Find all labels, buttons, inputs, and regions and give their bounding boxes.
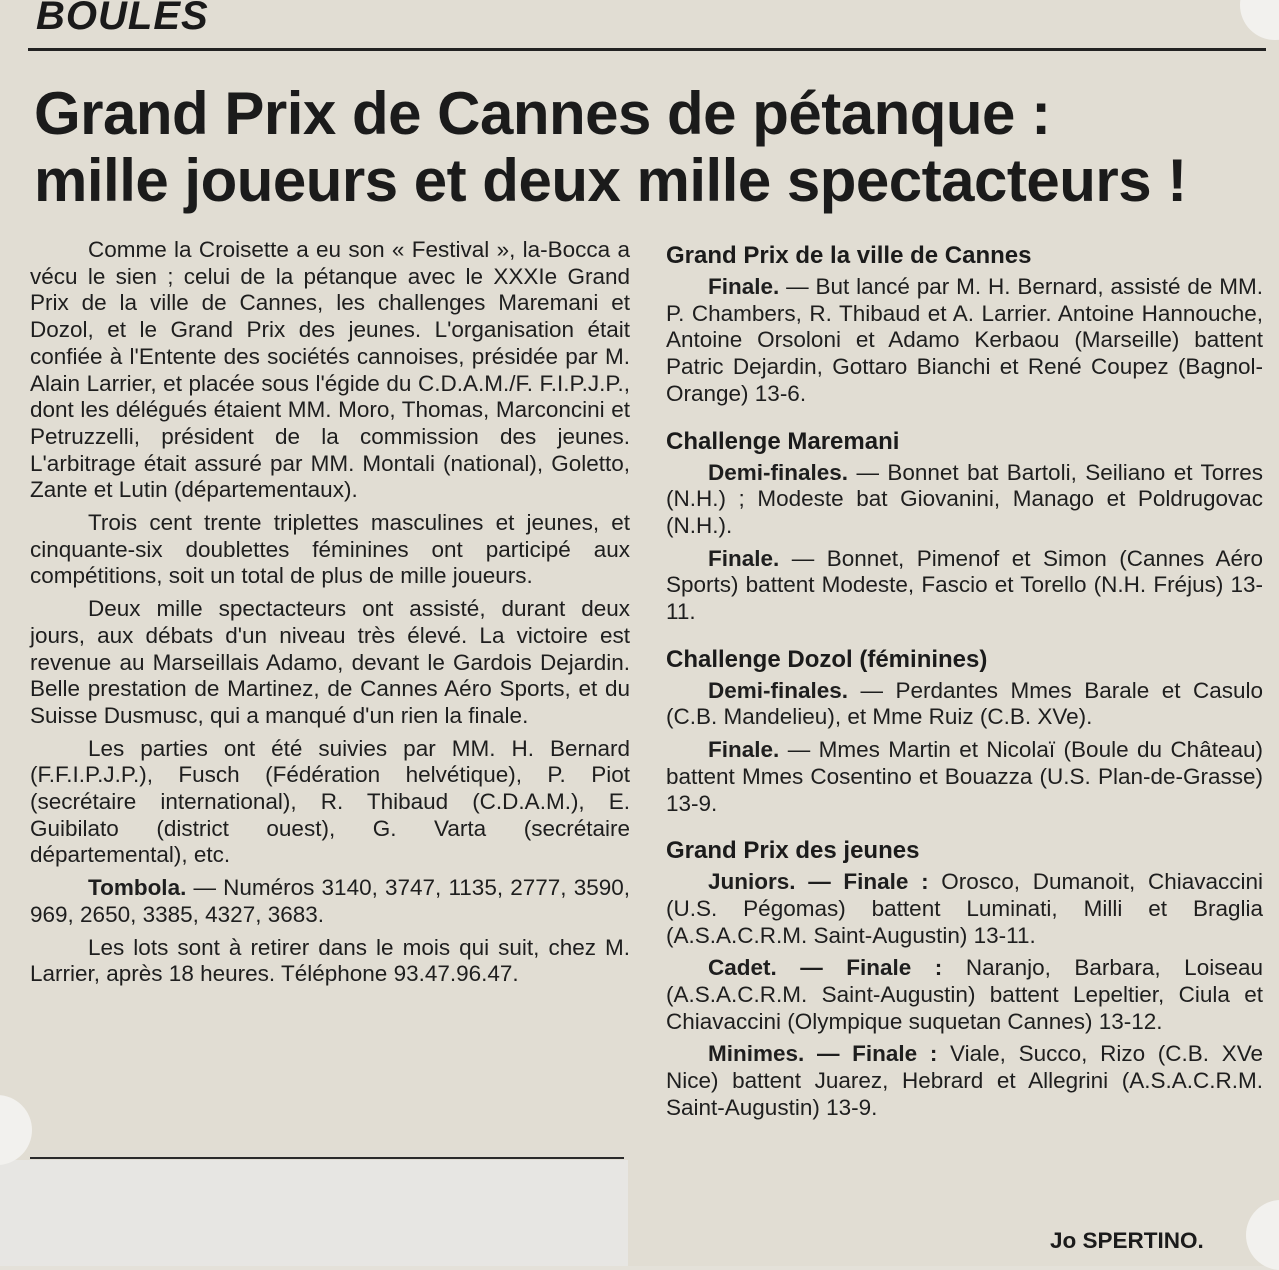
result-text: Naranjo, Barbara, Loiseau (A.S.A.C.R.M. Saint-Augustin) battent Lepeltier, Ciula et Chiavaccini (Olympique suquetan Cannes) 13-12. [666,955,1263,1034]
section-title-maremani: Challenge Maremani [666,427,900,455]
paragraph-spectators: Deux mille spectacteurs ont assisté, durant deux jours, aux débats d'un niveau très élevé. La victoire est revenue au Marseillais Adamo, devant le Gardois Dejardin. Belle prestation de Martinez, de Cannes Aéro Sports, et du Suisse Dusmusc, qui a manqué d'un rien la finale. [30,596,630,728]
spacer [666,626,1263,644]
result-text: — Bonnet, Pimenof et Simon (Cannes Aéro Sports) battent Modeste, Fascio et Torello (N.H. Fréjus) 13-11. [666,545,1263,625]
result-maremani-final [666,546,1263,626]
paragraph-participants: Trois cent trente triplettes masculines et jeunes, et cinquante-six doublettes féminines ont participé aux compétitions, soit un total de plus de mille joueurs. [30,510,630,589]
punch-hole [1240,0,1279,40]
result-text: Orosco, Dumanoit, Chiavaccini (U.S. Pégomas) battent Luminati, Milli et Braglia (A.S.A.C.R.M. Saint-Augustin) 13-11. [666,869,1263,948]
result-maremani-semis [666,460,1263,540]
result-lead: Juniors. — Finale : [708,869,929,895]
result-dozol-final [666,737,1263,817]
result-dozol-semis [666,678,1263,731]
result-text: Viale, Succo, Rizo (C.B. XVe Nice) battent Juarez, Hebrard et Allegrini (A.S.A.C.R.M. Saint-Augustin) 13-9. [666,1041,1263,1120]
paragraph-intro: Comme la Croisette a eu son « Festival », la-Bocca a vécu le sien ; celui de la pétanque avec le XXXIe Grand Prix de la ville de Cannes, les challenges Maremani et Dozol, et le Grand Prix des jeunes. L'organisation était confiée à l'Entente des sociétés cannoises, présidée par M. Alain Larrier, et placée sous l'égide du C.D.A.M./F. F.I.P.J.P., dont les délégués étaient MM. Moro, Thomas, Marconcini et Petruzzelli, président de la commission des jeunes. L'arbitrage était assuré par MM. Montali (national), Goletto, Zante et Lutin (départementaux). [30,237,630,503]
tombola-label: Tombola. [88,875,187,901]
section-title-dozol: Challenge Dozol (féminines) [666,645,988,673]
left-column [30,237,630,988]
punch-hole [1246,1200,1279,1270]
headline-line-1: Grand Prix de Cannes de pétanque : [34,80,1051,147]
tombola-numbers: — Numéros 3140, 3747, 1135, 2777, 3590, 969, 2650, 3385, 4327, 3683. [30,875,630,927]
spacer [666,408,1263,426]
result-grand-prix-final [666,274,1263,408]
paragraph-officials: Les parties ont été suivies par MM. H. Bernard (F.F.I.P.J.P.), Fusch (Fédération helvétique), P. Piot (secrétaire international), R. Thibaud (C.D.A.M.), E. Guibilato (district ouest), G. Varta (secrétaire départemental), etc. [30,735,630,868]
result-text: — Bonnet bat Bartoli, Seiliano et Torres (N.H.) ; Modeste bat Giovanini, Manago et Poldrugovac (N.H.). [666,459,1263,538]
result-lead: Cadet. — Finale : [708,955,943,981]
result-cadet-final [666,955,1263,1035]
author-signature: Jo SPERTINO. [1050,1228,1204,1253]
right-column [666,240,1263,1122]
paragraph-prizes: Les lots sont à retirer dans le mois qui suit, chez M. Larrier, après 18 heures. Téléphone 93.47.96.47. [30,934,630,987]
result-text: — Perdantes Mmes Barale et Casulo (C.B. Mandelieu), et Mme Ruiz (C.B. XVe). [666,677,1263,730]
result-lead: Finale. [708,274,780,299]
result-text: — Mmes Martin et Nicolaï (Boule du Château) battent Mmes Cosentino et Bouazza (U.S. Plan-de-Grasse) 13-9. [666,737,1263,816]
punch-hole [0,1095,32,1165]
headline [34,80,1264,214]
result-text: — But lancé par M. H. Bernard, assisté de MM. P. Chambers, R. Thibaud et A. Larrier. Antoine Hannouche, Antoine Orsoloni et Adamo Kerbaou (Marseille) battent Patric Dejardin, Gottaro Bianchi et René Coupez (Bagnol-Orange) 13-6. [666,274,1263,406]
section-label: BOULES [36,0,209,38]
result-lead: Minimes. — Finale : [708,1041,938,1067]
result-juniors-final [666,869,1263,949]
blank-area [0,1160,628,1266]
section-title-jeunes: Grand Prix des jeunes [666,837,920,865]
spacer [666,817,1263,835]
paragraph-tombola [30,875,630,928]
section-title-grand-prix: Grand Prix de la ville de Cannes [666,242,1032,269]
result-lead: Demi-finales. [708,459,849,485]
section-rule [28,48,1266,51]
bottom-rule [30,1157,624,1159]
result-lead: Finale. [708,545,780,571]
result-lead: Finale. [708,737,780,763]
result-lead: Demi-finales. [708,677,849,703]
headline-line-2: mille joueurs et deux mille spectacteurs ! [34,147,1187,214]
result-minimes-final [666,1041,1263,1121]
